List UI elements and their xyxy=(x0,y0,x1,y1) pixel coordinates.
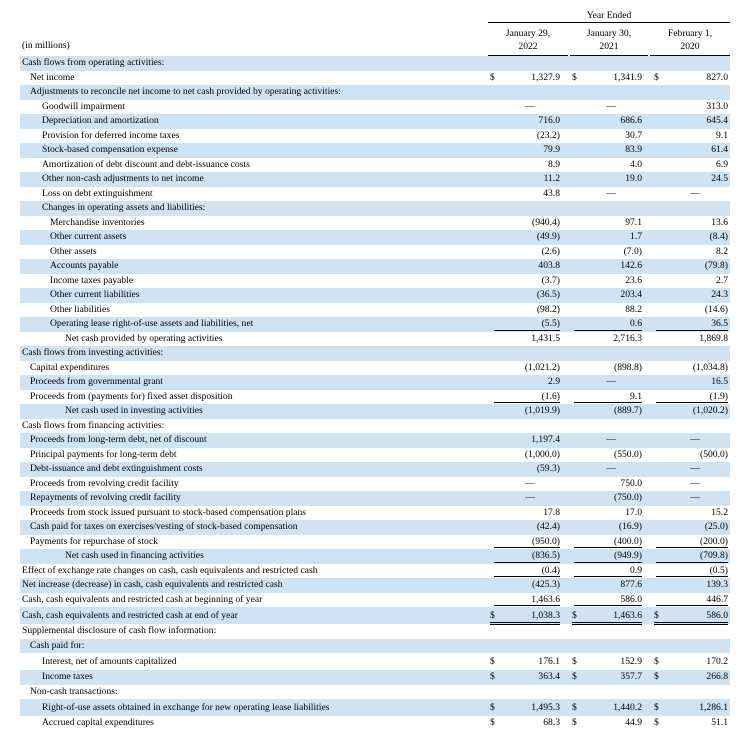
row-value: — xyxy=(690,477,700,489)
table-row xyxy=(20,670,730,685)
underline xyxy=(574,390,642,404)
row-value: — xyxy=(525,492,535,503)
row-value: (1,019.9) xyxy=(524,405,560,416)
row-value: — xyxy=(606,100,616,112)
row-label: Cash flows from financing activities: xyxy=(22,419,165,431)
row-value: (3.7) xyxy=(541,274,560,286)
table-row xyxy=(20,404,730,419)
table-row xyxy=(20,317,730,332)
underline xyxy=(574,317,642,331)
row-value: 170.2 xyxy=(706,656,728,667)
row-value: (1,021.2) xyxy=(524,361,560,373)
row-label: Merchandise inventories xyxy=(50,216,145,228)
row-value: (709.8) xyxy=(700,550,728,561)
table-row xyxy=(20,332,730,347)
row-value: 1,197.4 xyxy=(531,434,560,445)
table-row xyxy=(20,346,730,361)
row-value: — xyxy=(690,434,700,445)
column-header-2021-line2: 2021 xyxy=(599,41,619,52)
row-value: 139.3 xyxy=(706,579,728,590)
row-value: (836.5) xyxy=(532,550,560,561)
underline xyxy=(494,564,560,578)
row-value: 16.5 xyxy=(711,376,728,387)
table-row xyxy=(20,491,730,506)
row-value: 61.4 xyxy=(711,144,728,155)
underline xyxy=(494,593,560,607)
row-value: 176.1 xyxy=(538,656,560,667)
row-value: — xyxy=(606,434,616,445)
row-value: 403.8 xyxy=(538,260,560,271)
row-label: Net increase (decrease) in cash, cash equivalents and restricted cash xyxy=(22,579,283,590)
table-row xyxy=(20,716,730,731)
row-value: 24.5 xyxy=(711,173,728,184)
row-value: (8.4) xyxy=(709,231,728,242)
dollar-sign: $ xyxy=(572,717,577,728)
row-label: Other current assets xyxy=(50,231,127,242)
dollar-sign: $ xyxy=(654,656,659,667)
dollar-sign: $ xyxy=(490,656,495,667)
row-value: — xyxy=(606,187,616,199)
row-value: 1,286.1 xyxy=(699,702,728,713)
row-value: 1,431.5 xyxy=(531,332,560,344)
table-row xyxy=(20,607,730,624)
row-value: 9.1 xyxy=(716,129,728,141)
table-row xyxy=(20,361,730,376)
row-value: 1,463.6 xyxy=(613,610,642,621)
row-value: (59.3) xyxy=(536,463,560,474)
table-row xyxy=(20,143,730,158)
row-label: Adjustments to reconcile net income to net cash provided by operating activities: xyxy=(30,86,341,97)
table-row xyxy=(20,639,730,654)
row-value: (7.0) xyxy=(623,245,642,257)
table-row xyxy=(20,419,730,434)
table-row xyxy=(20,230,730,245)
row-value: (14.6) xyxy=(704,303,728,315)
underline xyxy=(494,549,560,563)
dollar-sign: $ xyxy=(572,702,577,713)
table-row xyxy=(20,303,730,318)
dollar-sign: $ xyxy=(490,717,495,728)
row-label: Depreciation and amortization xyxy=(42,115,159,126)
dollar-sign: $ xyxy=(654,71,659,83)
row-value: 15.2 xyxy=(711,506,728,518)
row-value: 79.9 xyxy=(543,144,560,155)
column-header-2021 xyxy=(570,27,648,56)
row-value: 877.6 xyxy=(620,579,642,590)
table-row xyxy=(20,578,730,593)
table-row xyxy=(20,624,730,639)
table-row xyxy=(20,506,730,521)
row-label: Supplemental disclosure of cash flow information: xyxy=(22,625,217,636)
column-header-2020-line1: February 1, xyxy=(667,28,713,39)
dollar-sign: $ xyxy=(490,610,495,621)
table-row xyxy=(20,245,730,260)
underline xyxy=(494,535,560,549)
row-value: 97.1 xyxy=(625,216,642,228)
underline xyxy=(656,564,728,578)
row-value: (940.4) xyxy=(532,216,560,228)
row-value: (2.6) xyxy=(541,245,560,257)
dollar-sign: $ xyxy=(654,671,659,682)
row-label: Net cash used in financing activities xyxy=(65,550,204,561)
dollar-sign: $ xyxy=(572,671,577,682)
row-value: 17.0 xyxy=(625,506,642,518)
row-value: 827.0 xyxy=(706,71,728,83)
row-label: Proceeds from stock issued pursuant to stock-based compensation plans xyxy=(30,506,307,518)
row-value: 586.0 xyxy=(620,593,642,605)
unit-label: (in millions) xyxy=(22,40,70,51)
row-value: 11.2 xyxy=(543,173,560,184)
row-value: 13.6 xyxy=(711,216,728,228)
column-header-2021-line1: January 30, xyxy=(586,28,632,39)
row-value: 44.9 xyxy=(625,717,642,728)
double-underline xyxy=(572,607,642,625)
row-value: — xyxy=(606,463,616,474)
row-value: 1,869.8 xyxy=(699,332,728,344)
year-ended-header: Year Ended xyxy=(488,10,730,23)
table-row xyxy=(20,201,730,216)
row-label: Cash flows from investing activities: xyxy=(22,347,164,358)
row-value: (5.5) xyxy=(541,318,560,329)
row-value: 83.9 xyxy=(625,144,642,155)
underline xyxy=(494,317,560,331)
row-value: (1.6) xyxy=(541,390,560,402)
row-value: 2.7 xyxy=(716,274,728,286)
row-label: Goodwill impairment xyxy=(42,100,125,112)
table-row xyxy=(20,129,730,144)
row-label: Changes in operating assets and liabilities: xyxy=(42,202,206,213)
row-value: 142.6 xyxy=(620,260,642,271)
row-label: Loss on debt extinguishment xyxy=(42,187,153,199)
row-label: Effect of exchange rate changes on cash, cash equivalents and restricted cash xyxy=(22,564,318,576)
row-value: 645.4 xyxy=(706,115,728,126)
row-value: (1.9) xyxy=(709,390,728,402)
row-label: Cash paid for: xyxy=(30,639,85,651)
column-header-2020 xyxy=(650,27,730,56)
underline xyxy=(656,390,728,404)
double-underline xyxy=(490,607,560,625)
row-label: Capital expenditures xyxy=(30,361,110,373)
row-value: 313.0 xyxy=(706,100,728,112)
table-row xyxy=(20,535,730,550)
row-label: Cash, cash equivalents and restricted cash at beginning of year xyxy=(22,593,263,605)
row-value: 8.9 xyxy=(548,158,560,170)
row-label: Net cash used in investing activities xyxy=(65,405,203,416)
row-label: Interest, net of amounts capitalized xyxy=(42,656,177,667)
table-row xyxy=(20,375,730,390)
table-row xyxy=(20,216,730,231)
row-value: (1,020.2) xyxy=(692,405,728,416)
row-value: (750.0) xyxy=(614,492,642,503)
row-value: (98.2) xyxy=(536,303,560,315)
row-value: 8.2 xyxy=(716,245,728,257)
row-label: Income taxes payable xyxy=(50,274,134,286)
row-value: 0.9 xyxy=(630,564,642,576)
column-header-2022-line1: January 29, xyxy=(505,28,551,39)
table-row xyxy=(20,187,730,202)
row-label: Net income xyxy=(30,71,75,83)
double-underline xyxy=(654,607,728,625)
dollar-sign: $ xyxy=(654,717,659,728)
table-row xyxy=(20,85,730,100)
row-label: Net cash provided by operating activities xyxy=(65,332,223,344)
row-value: — xyxy=(690,463,700,474)
row-label: Accounts payable xyxy=(50,260,119,271)
row-label: Cash, cash equivalents and restricted cash at end of year xyxy=(22,610,238,621)
table-row xyxy=(20,520,730,535)
row-value: 24.3 xyxy=(711,289,728,300)
row-value: (950.0) xyxy=(532,535,560,547)
row-label: Other liabilities xyxy=(50,303,110,315)
table-row xyxy=(20,259,730,274)
row-label: Accrued capital expenditures xyxy=(42,717,154,728)
dollar-sign: $ xyxy=(654,610,659,621)
table-row xyxy=(20,71,730,86)
row-value: 30.7 xyxy=(625,129,642,141)
row-label: Proceeds from long-term debt, net of discount xyxy=(30,434,207,445)
row-value: 0.6 xyxy=(630,318,642,329)
row-value: 1,463.6 xyxy=(531,593,560,605)
underline xyxy=(656,535,728,549)
row-value: (36.5) xyxy=(536,289,560,300)
dollar-sign: $ xyxy=(490,671,495,682)
row-value: 203.4 xyxy=(620,289,642,300)
row-label: Right-of-use assets obtained in exchange for new operating lease liabilities xyxy=(42,702,330,713)
row-value: — xyxy=(690,187,700,199)
row-value: 586.0 xyxy=(706,610,728,621)
underline xyxy=(656,593,728,607)
row-value: 152.9 xyxy=(620,656,642,667)
row-label: Cash paid for taxes on exercises/vesting of stock-based compensation xyxy=(30,521,298,532)
row-value: 363.4 xyxy=(538,671,560,682)
row-value: (42.4) xyxy=(536,521,560,532)
underline xyxy=(574,564,642,578)
row-label: Income taxes xyxy=(42,671,93,682)
row-value: (898.8) xyxy=(614,361,642,373)
table-row xyxy=(20,699,730,716)
row-value: 19.0 xyxy=(625,173,642,184)
table-row xyxy=(20,462,730,477)
underline xyxy=(574,535,642,549)
row-value: 88.2 xyxy=(625,303,642,315)
table-row xyxy=(20,158,730,173)
underline xyxy=(656,317,728,331)
row-value: 357.7 xyxy=(620,671,642,682)
table-row xyxy=(20,685,730,700)
row-value: 446.7 xyxy=(706,593,728,605)
row-value: 750.0 xyxy=(620,477,642,489)
row-label: Proceeds from revolving credit facility xyxy=(30,477,179,489)
row-value: (0.5) xyxy=(709,564,728,576)
row-value: 6.9 xyxy=(716,158,728,170)
row-value: 1,341.9 xyxy=(613,71,642,83)
dollar-sign: $ xyxy=(654,702,659,713)
row-value: 9.1 xyxy=(630,390,642,402)
table-row xyxy=(20,56,730,71)
row-label: Other assets xyxy=(50,245,97,257)
table-row xyxy=(20,100,730,115)
dollar-sign: $ xyxy=(490,702,495,713)
row-value: 68.3 xyxy=(543,717,560,728)
table-row xyxy=(20,549,730,564)
row-value: 4.0 xyxy=(630,158,642,170)
row-label: Provision for deferred income taxes xyxy=(42,129,180,141)
row-label: Payments for repurchase of stock xyxy=(30,535,158,547)
table-row xyxy=(20,288,730,303)
row-value: 266.8 xyxy=(706,671,728,682)
row-label: Other non-cash adjustments to net income xyxy=(42,173,204,184)
table-row xyxy=(20,390,730,405)
row-label: Cash flows from operating activities: xyxy=(22,57,165,68)
row-value: 23.6 xyxy=(625,274,642,286)
row-value: — xyxy=(606,376,616,387)
underline xyxy=(574,549,642,563)
row-value: (49.9) xyxy=(536,231,560,242)
row-value: 686.6 xyxy=(620,115,642,126)
dollar-sign: $ xyxy=(490,71,495,83)
row-value: 43.8 xyxy=(543,187,560,199)
row-value: 1.7 xyxy=(630,231,642,242)
row-value: 2,716.3 xyxy=(613,332,642,344)
underline xyxy=(656,549,728,563)
table-row xyxy=(20,172,730,187)
row-value: — xyxy=(690,492,700,503)
row-label: Principal payments for long-term debt xyxy=(30,448,177,460)
row-value: (1,034.8) xyxy=(692,361,728,373)
table-row xyxy=(20,477,730,492)
row-label: Repayments of revolving credit facility xyxy=(30,492,181,503)
column-header-2020-line2: 2020 xyxy=(680,41,700,52)
dollar-sign: $ xyxy=(572,610,577,621)
row-value: (550.0) xyxy=(614,448,642,460)
row-value: (949.9) xyxy=(614,550,642,561)
row-value: 51.1 xyxy=(711,717,728,728)
table-row xyxy=(20,593,730,608)
row-label: Operating lease right-of-use assets and liabilities, net xyxy=(50,318,254,329)
row-value: 36.5 xyxy=(711,318,728,329)
row-label: Debt-issuance and debt extinguishment costs xyxy=(30,463,203,474)
row-value: (889.7) xyxy=(614,405,642,416)
row-value: (400.0) xyxy=(614,535,642,547)
row-value: — xyxy=(525,477,535,489)
row-value: 17.8 xyxy=(543,506,560,518)
table-row xyxy=(20,564,730,579)
table-row xyxy=(20,448,730,463)
row-label: Non-cash transactions: xyxy=(30,685,118,697)
row-label: Stock-based compensation expense xyxy=(42,144,178,155)
row-value: (500.0) xyxy=(700,448,728,460)
row-value: (200.0) xyxy=(700,535,728,547)
dollar-sign: $ xyxy=(572,71,577,83)
row-value: — xyxy=(525,100,535,112)
row-label: Amortization of debt discount and debt-issuance costs xyxy=(42,158,250,170)
column-header-2022-line2: 2022 xyxy=(518,41,538,52)
underline xyxy=(494,390,560,404)
row-label: Proceeds from governmental grant xyxy=(30,376,163,387)
row-value: (16.9) xyxy=(618,521,642,532)
row-value: (25.0) xyxy=(704,521,728,532)
row-value: 1,495.3 xyxy=(531,702,560,713)
row-value: (79.8) xyxy=(704,260,728,271)
row-value: 1,327.9 xyxy=(531,71,560,83)
underline xyxy=(574,593,642,607)
row-label: Other current liabilities xyxy=(50,289,140,300)
dollar-sign: $ xyxy=(572,656,577,667)
row-value: (425.3) xyxy=(532,579,560,590)
table-row xyxy=(20,433,730,448)
row-value: 2.9 xyxy=(548,376,560,387)
row-value: 716.0 xyxy=(538,115,560,126)
row-value: 1,038.3 xyxy=(531,610,560,621)
row-label: Proceeds from (payments for) fixed asset disposition xyxy=(30,390,233,402)
table-row xyxy=(20,114,730,129)
table-row xyxy=(20,274,730,289)
row-value: 1,440.2 xyxy=(613,702,642,713)
table-row xyxy=(20,653,730,670)
row-value: (0.4) xyxy=(541,564,560,576)
column-header-2022 xyxy=(488,27,568,56)
row-value: (1,000.0) xyxy=(524,448,560,460)
row-value: (23.2) xyxy=(536,129,560,141)
